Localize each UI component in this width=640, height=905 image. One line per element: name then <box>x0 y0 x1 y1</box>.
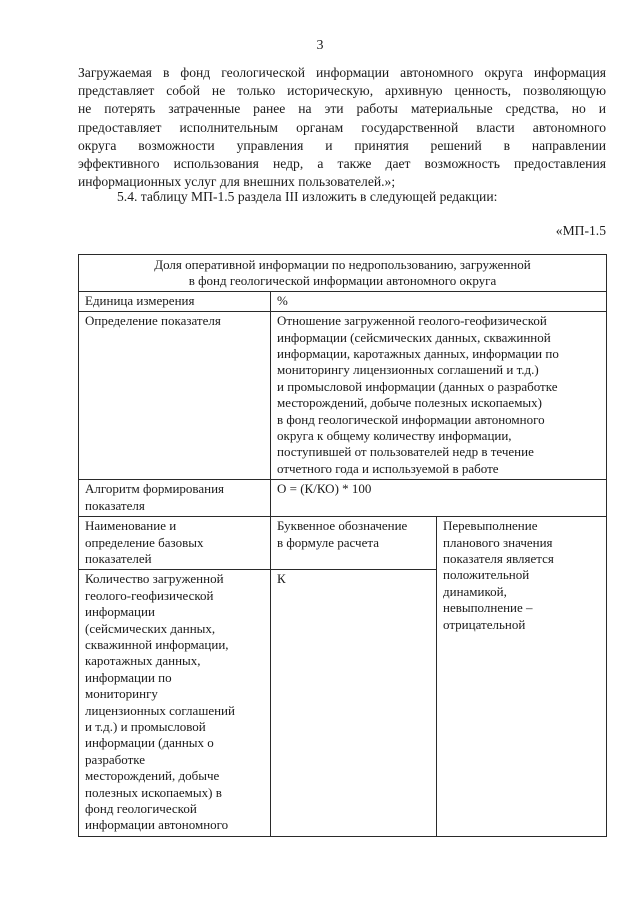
base-label-cell <box>79 517 271 570</box>
algorithm-label-line: показателя <box>85 497 145 513</box>
quantity-line: информации <box>85 604 155 620</box>
table-label: «МП-1.5 <box>555 223 606 238</box>
quantity-line: информации автономного <box>85 817 229 833</box>
indicator-table <box>78 254 607 837</box>
definition-line: в фонд геологической информации автономного <box>277 411 545 427</box>
quantity-line: мониторингу <box>85 686 158 702</box>
definition-line: информации (сейсмических данных, скважинной <box>277 329 551 345</box>
definition-line: отчетного года и используемой в работе <box>277 460 499 476</box>
definition-line: и промысловой информации (данных о разработке <box>277 378 558 394</box>
definition-line: мониторингу лицензионных соглашений и т.д.) <box>277 362 539 378</box>
table-row-algorithm <box>79 480 607 517</box>
quantity-line: (сейсмических данных, <box>85 620 216 636</box>
note-line: невыполнение – <box>443 600 533 616</box>
table-row-base-header <box>79 517 607 570</box>
intro-line: информационных услуг для внешних пользователей.»; <box>78 174 396 190</box>
page-number: 3 <box>316 38 324 53</box>
base-label-line: показателей <box>85 550 152 566</box>
definition-value-cell <box>271 312 607 480</box>
definition-line: поступившей от пользователей недр в течение <box>277 444 534 460</box>
table-title-line: Доля оперативной информации по недропользованию, загруженной <box>154 257 531 272</box>
note-line: Перевыполнение <box>443 518 538 534</box>
table-title-row <box>79 255 607 292</box>
quantity-line: информации по <box>85 669 172 685</box>
intro-line: округа возможности управления и принятия решений в направлении <box>78 137 606 153</box>
quantity-line: и т.д.) и промысловой <box>85 718 206 734</box>
unit-label-cell: Единица измерения <box>79 291 271 311</box>
quantity-line: каротажных данных, <box>85 653 201 669</box>
quantity-line: скважинной информации, <box>85 636 229 652</box>
intro-line: эффективного использования недр, а также дает возможность предоставления <box>78 156 606 172</box>
letter-header-line: Буквенное обозначение <box>277 518 408 534</box>
table-title-cell <box>79 255 607 292</box>
definition-label-cell: Определение показателя <box>79 312 271 480</box>
note-line: показателя является <box>443 550 554 566</box>
quantity-line: фонд геологической <box>85 801 197 816</box>
intro-line: представляет собой не только историческую, архивную ценность, позволяющую <box>78 83 606 99</box>
quantity-line: полезных ископаемых) в <box>85 784 222 800</box>
definition-line: информации, каротажных данных, информации по <box>277 346 559 362</box>
note-line: динамикой, <box>443 583 507 599</box>
table-title-line: в фонд геологической информации автономного округа <box>188 273 497 289</box>
algorithm-label-line: Алгоритм формирования <box>85 481 225 497</box>
instruction-paragraph: 5.4. таблицу МП-1.5 раздела III изложить в следующей редакции: <box>117 189 498 204</box>
letter-header-cell <box>271 517 437 570</box>
intro-line: предоставляет исполнительным органам государственной власти автономного <box>78 119 606 135</box>
note-line: планового значения <box>443 534 553 550</box>
quantity-line: информации (данных о <box>85 735 214 751</box>
definition-line: месторождений, добыче полезных ископаемых) <box>277 395 542 411</box>
algorithm-formula-cell: О = (К/КО) * 100 <box>271 480 607 517</box>
letter-header-line: в формуле расчета <box>277 534 379 550</box>
quantity-line: разработке <box>85 751 146 767</box>
unit-value-cell: % <box>271 291 607 311</box>
note-cell <box>437 517 607 837</box>
definition-line: Отношение загруженной геолого-геофизической <box>277 313 547 329</box>
intro-line: не потерять затраченные ранее на эти работы материальные средства, но и <box>78 101 606 117</box>
note-line: положительной <box>443 567 530 583</box>
base-label-line: Наименование и <box>85 518 177 534</box>
quantity-line: лицензионных соглашений <box>85 702 235 718</box>
quantity-line: месторождений, добыче <box>85 768 220 784</box>
intro-line: Загружаемая в фонд геологической информации автономного округа информация <box>78 65 606 80</box>
definition-line: округа к общему количеству информации, <box>277 428 512 444</box>
quantity-label-cell <box>79 570 271 837</box>
table-row-definition <box>79 312 607 480</box>
note-line: отрицательной <box>443 616 526 632</box>
algorithm-label-cell <box>79 480 271 517</box>
base-label-line: определение базовых <box>85 534 204 550</box>
quantity-line: геолого-геофизической <box>85 587 214 603</box>
quantity-letter-cell: К <box>271 570 437 837</box>
intro-paragraph <box>78 64 606 191</box>
table-row-unit <box>79 291 607 311</box>
quantity-line: Количество загруженной <box>85 571 224 587</box>
